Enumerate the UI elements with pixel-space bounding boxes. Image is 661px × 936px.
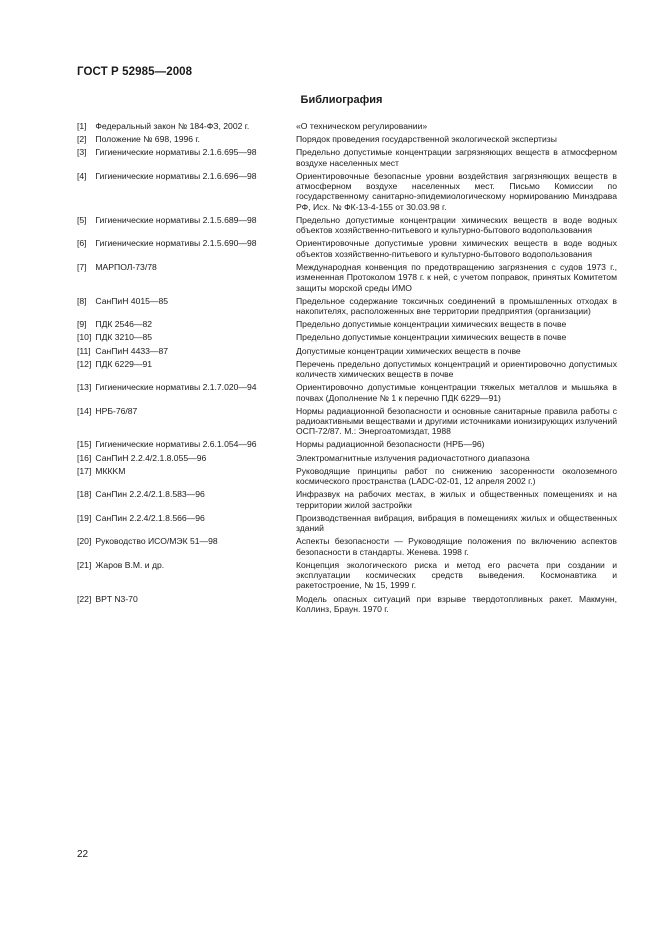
entry-source-cell	[77, 382, 296, 403]
entry-source-cell	[77, 171, 296, 212]
entry-source: Гигиенические нормативы 2.1.5.689—98	[95, 214, 257, 225]
bibliography-entry	[77, 215, 617, 236]
bibliography-entry	[77, 346, 617, 356]
entry-number: [13]	[77, 382, 92, 393]
entry-source-cell	[77, 594, 296, 615]
entry-source: Гигиенические нормативы 2.6.1.054—96	[95, 439, 257, 450]
entry-description: Электромагнитные излучения радиочастотного диапазона	[296, 452, 530, 463]
entry-description: Ориентировочные допустимые уровни химических веществ в воде водных объектов хозяйственно-питьевого и культурно-бытового водопользования	[296, 238, 617, 259]
entry-source: Положение № 698, 1996 г.	[95, 134, 200, 145]
bibliography-entry	[77, 262, 617, 293]
entry-description: Допустимые концентрации химических веществ в почве	[296, 345, 521, 356]
entry-source: СанПиН 4433—87	[95, 345, 169, 356]
entry-source-cell	[77, 296, 296, 317]
entry-source-cell	[77, 536, 296, 557]
bibliography-entry	[77, 171, 617, 212]
entry-source: СанПиН 4015—85	[95, 295, 169, 306]
entry-source: МККKM	[95, 465, 126, 476]
entry-description: Аспекты безопасности — Руководящие положения по включению аспектов безопасности в стандарты. Женева. 1998 г.	[296, 536, 617, 557]
entry-source-cell	[77, 439, 296, 449]
entry-source-cell	[77, 466, 296, 487]
entry-number: [3]	[77, 147, 87, 158]
entry-source-cell	[77, 134, 296, 144]
entry-source: СанПин 2.2.4/2.1.8.583—96	[95, 489, 205, 500]
bibliography-entry	[77, 319, 617, 329]
bibliography-entry	[77, 238, 617, 259]
entry-number: [22]	[77, 593, 92, 604]
bibliography-entry	[77, 121, 617, 131]
entry-number: [14]	[77, 405, 92, 416]
entry-source: ПДК 3210—85	[95, 332, 153, 343]
entry-number: [16]	[77, 452, 92, 463]
entry-source-cell	[77, 262, 296, 293]
entry-source: ПДК 6229—91	[95, 358, 153, 369]
entry-source-cell	[77, 332, 296, 342]
entry-source-cell	[77, 319, 296, 329]
entry-number: [20]	[77, 536, 92, 547]
entry-number: [19]	[77, 512, 92, 523]
entry-source: НРБ-76/87	[95, 405, 138, 416]
entry-number: [18]	[77, 489, 92, 500]
bibliography-entry	[77, 560, 617, 591]
bibliography-entry	[77, 134, 617, 144]
entry-description: Международная конвенция по предотвращению загрязнения с судов 1973 г., измененная Протоколом 1978 г. к ней, с учетом поправок, принятых Комитетом защиты морской среды ИМО	[296, 261, 617, 293]
entry-source: Гигиенические нормативы 2.1.7.020—94	[95, 382, 257, 393]
entry-description: Ориентировочно допустимые концентрации тяжелых металлов и мышьяка в почвах (Дополнение № 1 к перечню ПДК 6229—91)	[296, 382, 617, 403]
entry-description: Предельно допустимые концентрации загрязняющих веществ в атмосферном воздухе населенных мест	[296, 147, 617, 168]
entry-description: Инфразвук на рабочих местах, в жилых и общественных помещениях и на территории жилой застройки	[296, 489, 617, 510]
bibliography-entry	[77, 536, 617, 557]
entry-source: Федеральный закон № 184-ФЗ, 2002 г.	[95, 121, 250, 131]
bibliography-entry	[77, 594, 617, 615]
entry-source: СанПиН 2.2.4/2.1.8.055—96	[95, 452, 207, 463]
entry-source-cell	[77, 238, 296, 259]
entry-description: Порядок проведения государственной экологической экспертизы	[296, 134, 557, 145]
page-number: 22	[77, 849, 89, 860]
entry-number: [6]	[77, 238, 87, 249]
bibliography-entry	[77, 453, 617, 463]
entry-number: [21]	[77, 559, 92, 570]
entry-source-cell	[77, 147, 296, 168]
entry-number: [1]	[77, 121, 87, 131]
entry-source: Гигиенические нормативы 2.1.5.690—98	[95, 238, 257, 249]
section-title: Библиография	[300, 94, 383, 106]
entry-number: [2]	[77, 134, 87, 145]
entry-number: [7]	[77, 261, 87, 272]
bibliography-entry	[77, 382, 617, 403]
entry-number: [15]	[77, 439, 92, 450]
entry-source: BPT N3-70	[95, 593, 138, 604]
entry-description: Предельное содержание токсичных соединений в промышленных отходах в накопителях, расположенных вне территории предприятия (организации)	[296, 295, 617, 316]
entry-description: Производственная вибрация, вибрация в помещениях жилых и общественных зданий	[296, 512, 617, 534]
bibliography-entry	[77, 406, 617, 437]
entry-description: «О техническом регулировании»	[296, 121, 428, 131]
entry-source-cell	[77, 560, 296, 591]
bibliography-entry	[77, 513, 617, 534]
bibliography-entry	[77, 466, 617, 487]
bibliography-entry	[77, 296, 617, 317]
bibliography-list	[77, 121, 617, 617]
entry-source-cell	[77, 346, 296, 356]
bibliography-entry	[77, 332, 617, 342]
entry-number: [4]	[77, 170, 87, 181]
bibliography-entry	[77, 489, 617, 510]
entry-description: Концепция экологического риска и метод его расчета при создании и эксплуатации космических средств выведения. Космонавтика и ракетостроение, № 15, 1999 г.	[296, 559, 617, 591]
entry-description: Нормы радиационной безопасности и основные санитарные правила работы с радиоактивными веществами и другими источниками ионизирующих излучений ОСП-72/87. М.: Энергоатомиздат, 1988	[296, 405, 617, 437]
entry-number: [10]	[77, 332, 92, 343]
bibliography-entry	[77, 147, 617, 168]
entry-description: Нормы радиационной безопасности (НРБ—96)	[296, 439, 485, 450]
entry-number: [9]	[77, 319, 87, 330]
entry-description: Предельно допустимые концентрации химических веществ в воде водных объектов хозяйственно-питьевого и культурно-бытового водопользования	[296, 214, 617, 236]
entry-description: Предельно допустимые концентрации химических веществ в почве	[296, 332, 567, 343]
entry-source-cell	[77, 453, 296, 463]
entry-description: Руководящие принципы работ по снижению засоренности околоземного космического пространства (LADC-02-01, 12 апреля 2002 г.)	[296, 465, 617, 487]
entry-description: Перечень предельно допустимых концентраций и ориентировочно допустимых количеств химических веществ в почве	[296, 358, 617, 380]
entry-source: СанПин 2.2.4/2.1.8.566—96	[95, 512, 205, 523]
bibliography-entry	[77, 359, 617, 380]
entry-number: [11]	[77, 345, 91, 356]
entry-source-cell	[77, 359, 296, 380]
bibliography-entry	[77, 439, 617, 449]
entry-source: Гигиенические нормативы 2.1.6.695—98	[95, 147, 257, 158]
entry-source: Жаров В.М. и др.	[95, 559, 165, 570]
entry-source: ПДК 2546—82	[95, 319, 153, 330]
document-code: ГОСТ Р 52985—2008	[77, 66, 193, 78]
entry-source-cell	[77, 513, 296, 534]
entry-number: [8]	[77, 295, 87, 306]
entry-description: Ориентировочные безопасные уровни воздействия загрязняющих веществ в атмосферном воздухе населенных мест. Письмо Комиссии по государственному санитарно-эпидемиологическому нормированию Минздрава РФ, Исх. № ФК-13-4-155 от 30.03.98 г.	[296, 170, 617, 212]
entry-source: МАРПОЛ-73/78	[95, 261, 157, 272]
entry-source: Гигиенические нормативы 2.1.6.696—98	[95, 170, 257, 181]
entry-source: Руководство ИСО/МЭК 51—98	[95, 536, 218, 547]
entry-number: [17]	[77, 465, 92, 476]
entry-description: Модель опасных ситуаций при взрыве твердотопливных ракет. Макмунн, Коллинз, Браун. 1970 г.	[296, 593, 617, 614]
entry-number: [12]	[77, 358, 92, 369]
entry-number: [5]	[77, 214, 87, 225]
entry-source-cell	[77, 215, 296, 236]
entry-source-cell	[77, 406, 296, 437]
entry-source-cell	[77, 121, 296, 131]
entry-description: Предельно допустимые концентрации химических веществ в почве	[296, 319, 567, 330]
entry-source-cell	[77, 489, 296, 510]
